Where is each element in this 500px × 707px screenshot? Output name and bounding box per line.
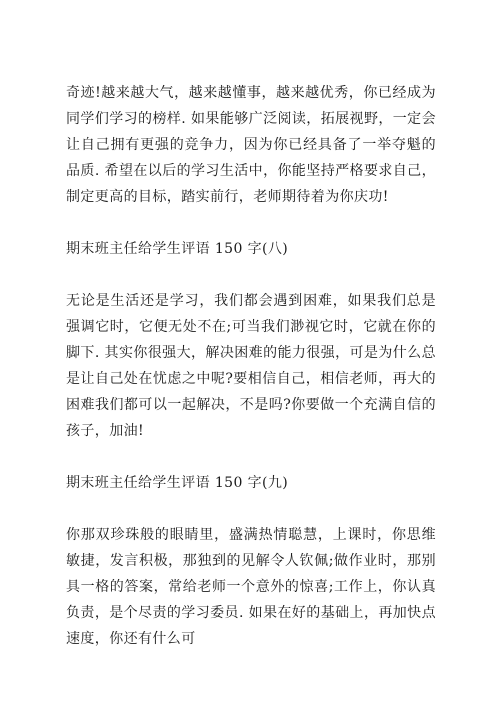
section-heading-8: 期末班主任给学生评语 150 字(八) <box>66 241 289 257</box>
document-body <box>66 80 436 652</box>
paragraph-intro: 奇迹!越来越大气，越来越懂事，越来越优秀，你已经成为同学们学习的榜样. 如果能够广泛阅读，拓展视野，一定会让自己拥有更强的竞争力，因为你已经具备了一举夺魁的品质. 希望在以后的学习生活中，你能坚持严格要求自己，制定更高的目标，踏实前行，老师期待着为你庆功! <box>66 85 436 205</box>
paragraph-comment-9: 你那双珍珠般的眼睛里，盛满热情聪慧，上课时，你思维敏捷，发言积极，那独到的见解令人钦佩;做作业时，那别具一格的答案，常给老师一个意外的惊喜;工作上，你认真负责，是个尽责的学习委员. 如果在好的基础上，再加快点速度，你还有什么可 <box>66 527 436 647</box>
spacer <box>66 444 436 470</box>
spacer <box>66 496 436 522</box>
paragraph-comment-8: 无论是生活还是学习，我们都会遇到困难，如果我们总是强调它时，它便无处不在;可当我们渺视它时，它就在你的脚下. 其实你很强大，解决困难的能力很强，可是为什么总是让自己处在忧虑之中呢?要相信自己，相信老师，再大的困难我们都可以一起解决，不是吗?你要做一个充满自信的孩子，加油! <box>66 293 436 439</box>
spacer <box>66 262 436 288</box>
section-heading-9: 期末班主任给学生评语 150 字(九) <box>66 475 289 491</box>
spacer <box>66 210 436 236</box>
